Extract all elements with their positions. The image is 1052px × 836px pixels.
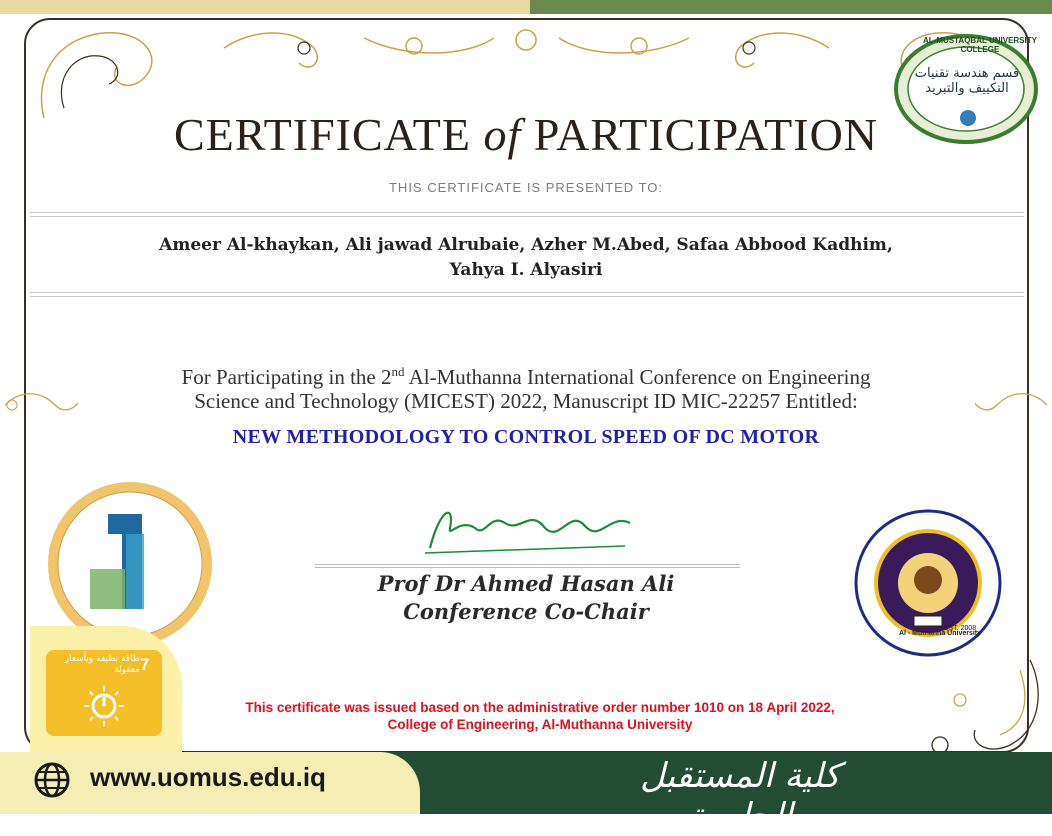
signature-line [315, 567, 740, 568]
signer-name: Prof Dr Ahmed Hasan Ali [377, 571, 675, 596]
college-name: AL-MUSTAQBAL UNIVERSITY COLLEGE [923, 36, 1037, 54]
website-url[interactable]: www.uomus.edu.iq [90, 762, 326, 792]
names-line-2: Yahya I. Alyasiri [449, 260, 603, 280]
signature-line [315, 564, 740, 565]
title-word-certificate: CERTIFICATE [173, 109, 471, 160]
body-line1-rest: Al-Muthanna International Conference on Engineering [404, 365, 871, 389]
sdg-label: طاقة نظيفة وبأسعار معقولة [64, 654, 140, 675]
top-bar-cream [0, 0, 530, 14]
names-line-1: Ameer Al-khaykan, Ali jawad Alrubaie, Azher M.Abed, Safaa Abbood Kadhim, [159, 235, 893, 255]
title-word-participation: PARTICIPATION [533, 109, 879, 160]
college-arabic-footer: كلية المستقبل الجامعة [640, 756, 840, 836]
body-line-2: Science and Technology (MICEST) 2022, Manuscript ID MIC-22257 Entitled: [194, 389, 858, 413]
title-word-of: of [483, 109, 522, 160]
issued-line-1: This certificate was issued based on the administrative order number 1010 on 18 April 2022, [245, 700, 835, 715]
ministry-est: EST. 2008 [943, 625, 977, 632]
participation-statement [80, 360, 972, 413]
body-prefix: For Participating in the 2 [181, 365, 392, 389]
globe-icon [28, 760, 76, 800]
signer-block [300, 570, 752, 626]
divider [30, 212, 1024, 213]
college-arabic-name: قسم هندسة تقنيات التكييف والتبريد [914, 66, 1020, 96]
divider [30, 216, 1024, 217]
right-side-ornament [975, 385, 1052, 425]
divider [30, 292, 1024, 293]
sdg-number: 7 [140, 655, 150, 674]
ministry-university: Al - Muthanna University [898, 630, 982, 637]
issued-line-2: College of Engineering, Al-Muthanna University [387, 717, 693, 732]
paper-title: NEW METHODOLOGY TO CONTROL SPEED OF DC MOTOR [232, 426, 820, 448]
university-logo-seal [30, 474, 230, 644]
left-side-ornament [0, 385, 80, 425]
top-bar-green [530, 0, 1052, 14]
sun-power-icon [76, 684, 132, 728]
signer-role: Conference Co-Chair [403, 599, 649, 624]
signature-graphic [420, 498, 640, 563]
recipient-names [100, 233, 952, 283]
certificate-title [0, 108, 1052, 161]
issued-note [150, 699, 930, 733]
divider [30, 296, 1024, 297]
body-ordinal: nd [391, 364, 405, 379]
presented-to-label: THIS CERTIFICATE IS PRESENTED TO: [388, 180, 664, 195]
